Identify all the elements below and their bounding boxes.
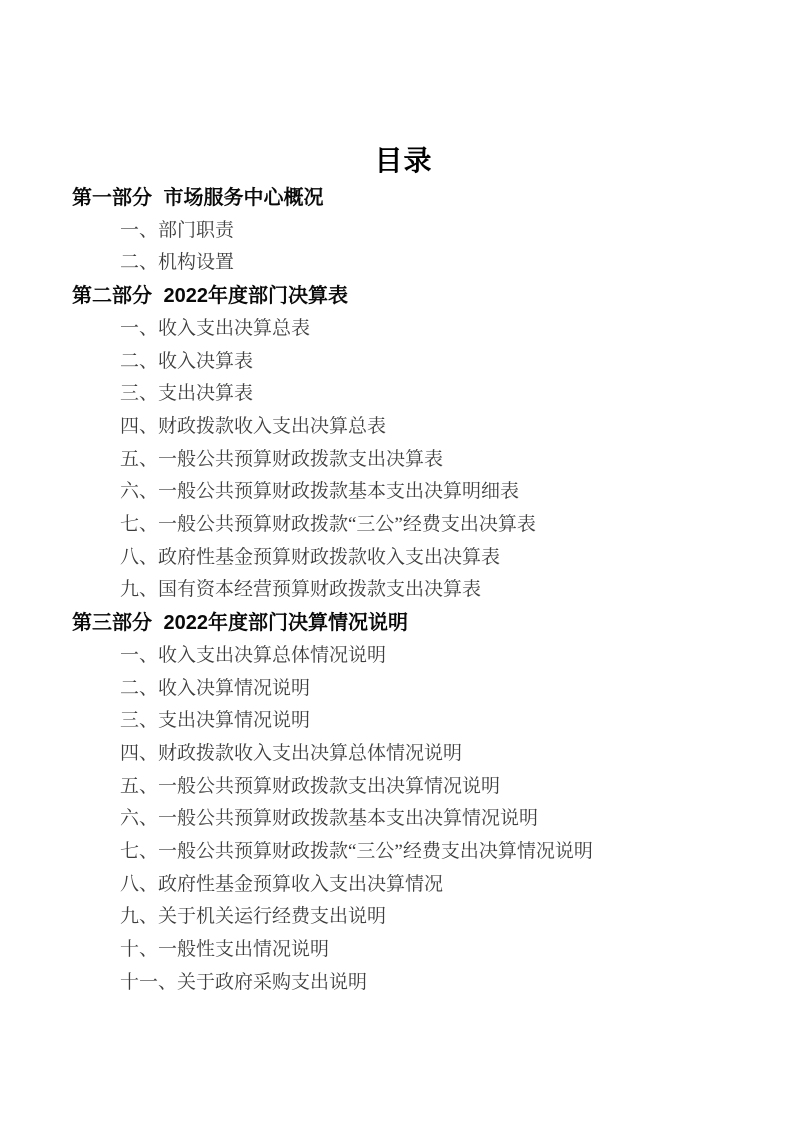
toc-section-heading: 第二部分 2022年度部门决算表: [72, 285, 349, 308]
toc-item: 二、机构设置: [120, 252, 235, 274]
toc-section-heading: 第三部分 2022年度部门决算情况说明: [72, 612, 409, 635]
toc-item: 一、收入支出决算总体情况说明: [120, 644, 387, 666]
toc-item: 九、关于机关运行经费支出说明: [120, 906, 387, 928]
page-title: 目录: [374, 145, 433, 176]
toc-item: 六、一般公共预算财政拨款基本支出决算明细表: [120, 481, 520, 503]
toc-body: [72, 182, 735, 1000]
toc-section-heading: 第一部分 市场服务中心概况: [72, 187, 324, 209]
toc-item: 一、部门职责: [120, 219, 235, 241]
toc-item: 四、财政拨款收入支出决算总体情况说明: [120, 742, 463, 764]
table-of-contents: [72, 140, 735, 1000]
toc-item: 八、政府性基金预算收入支出决算情况: [120, 873, 444, 895]
toc-item: 五、一般公共预算财政拨款支出决算表: [120, 448, 444, 470]
toc-item: 十一、关于政府采购支出说明: [120, 971, 368, 993]
toc-item: 四、财政拨款收入支出决算总表: [120, 415, 387, 437]
toc-item: 二、收入决算情况说明: [120, 677, 311, 699]
toc-item: 一、收入支出决算总表: [120, 317, 311, 339]
toc-item: 三、支出决算表: [120, 383, 254, 405]
toc-item: 七、一般公共预算财政拨款“三公”经费支出决算情况说明: [120, 841, 593, 863]
toc-item: 七、一般公共预算财政拨款“三公”经费支出决算表: [120, 514, 536, 536]
toc-item: 十、一般性支出情况说明: [120, 939, 330, 961]
toc-item: 八、政府性基金预算财政拨款收入支出决算表: [120, 546, 501, 568]
toc-item: 三、支出决算情况说明: [120, 710, 311, 732]
toc-item: 二、收入决算表: [120, 350, 254, 372]
toc-item: 九、国有资本经营预算财政拨款支出决算表: [120, 579, 482, 601]
toc-item: 五、一般公共预算财政拨款支出决算情况说明: [120, 775, 501, 797]
toc-item: 六、一般公共预算财政拨款基本支出决算情况说明: [120, 808, 539, 830]
